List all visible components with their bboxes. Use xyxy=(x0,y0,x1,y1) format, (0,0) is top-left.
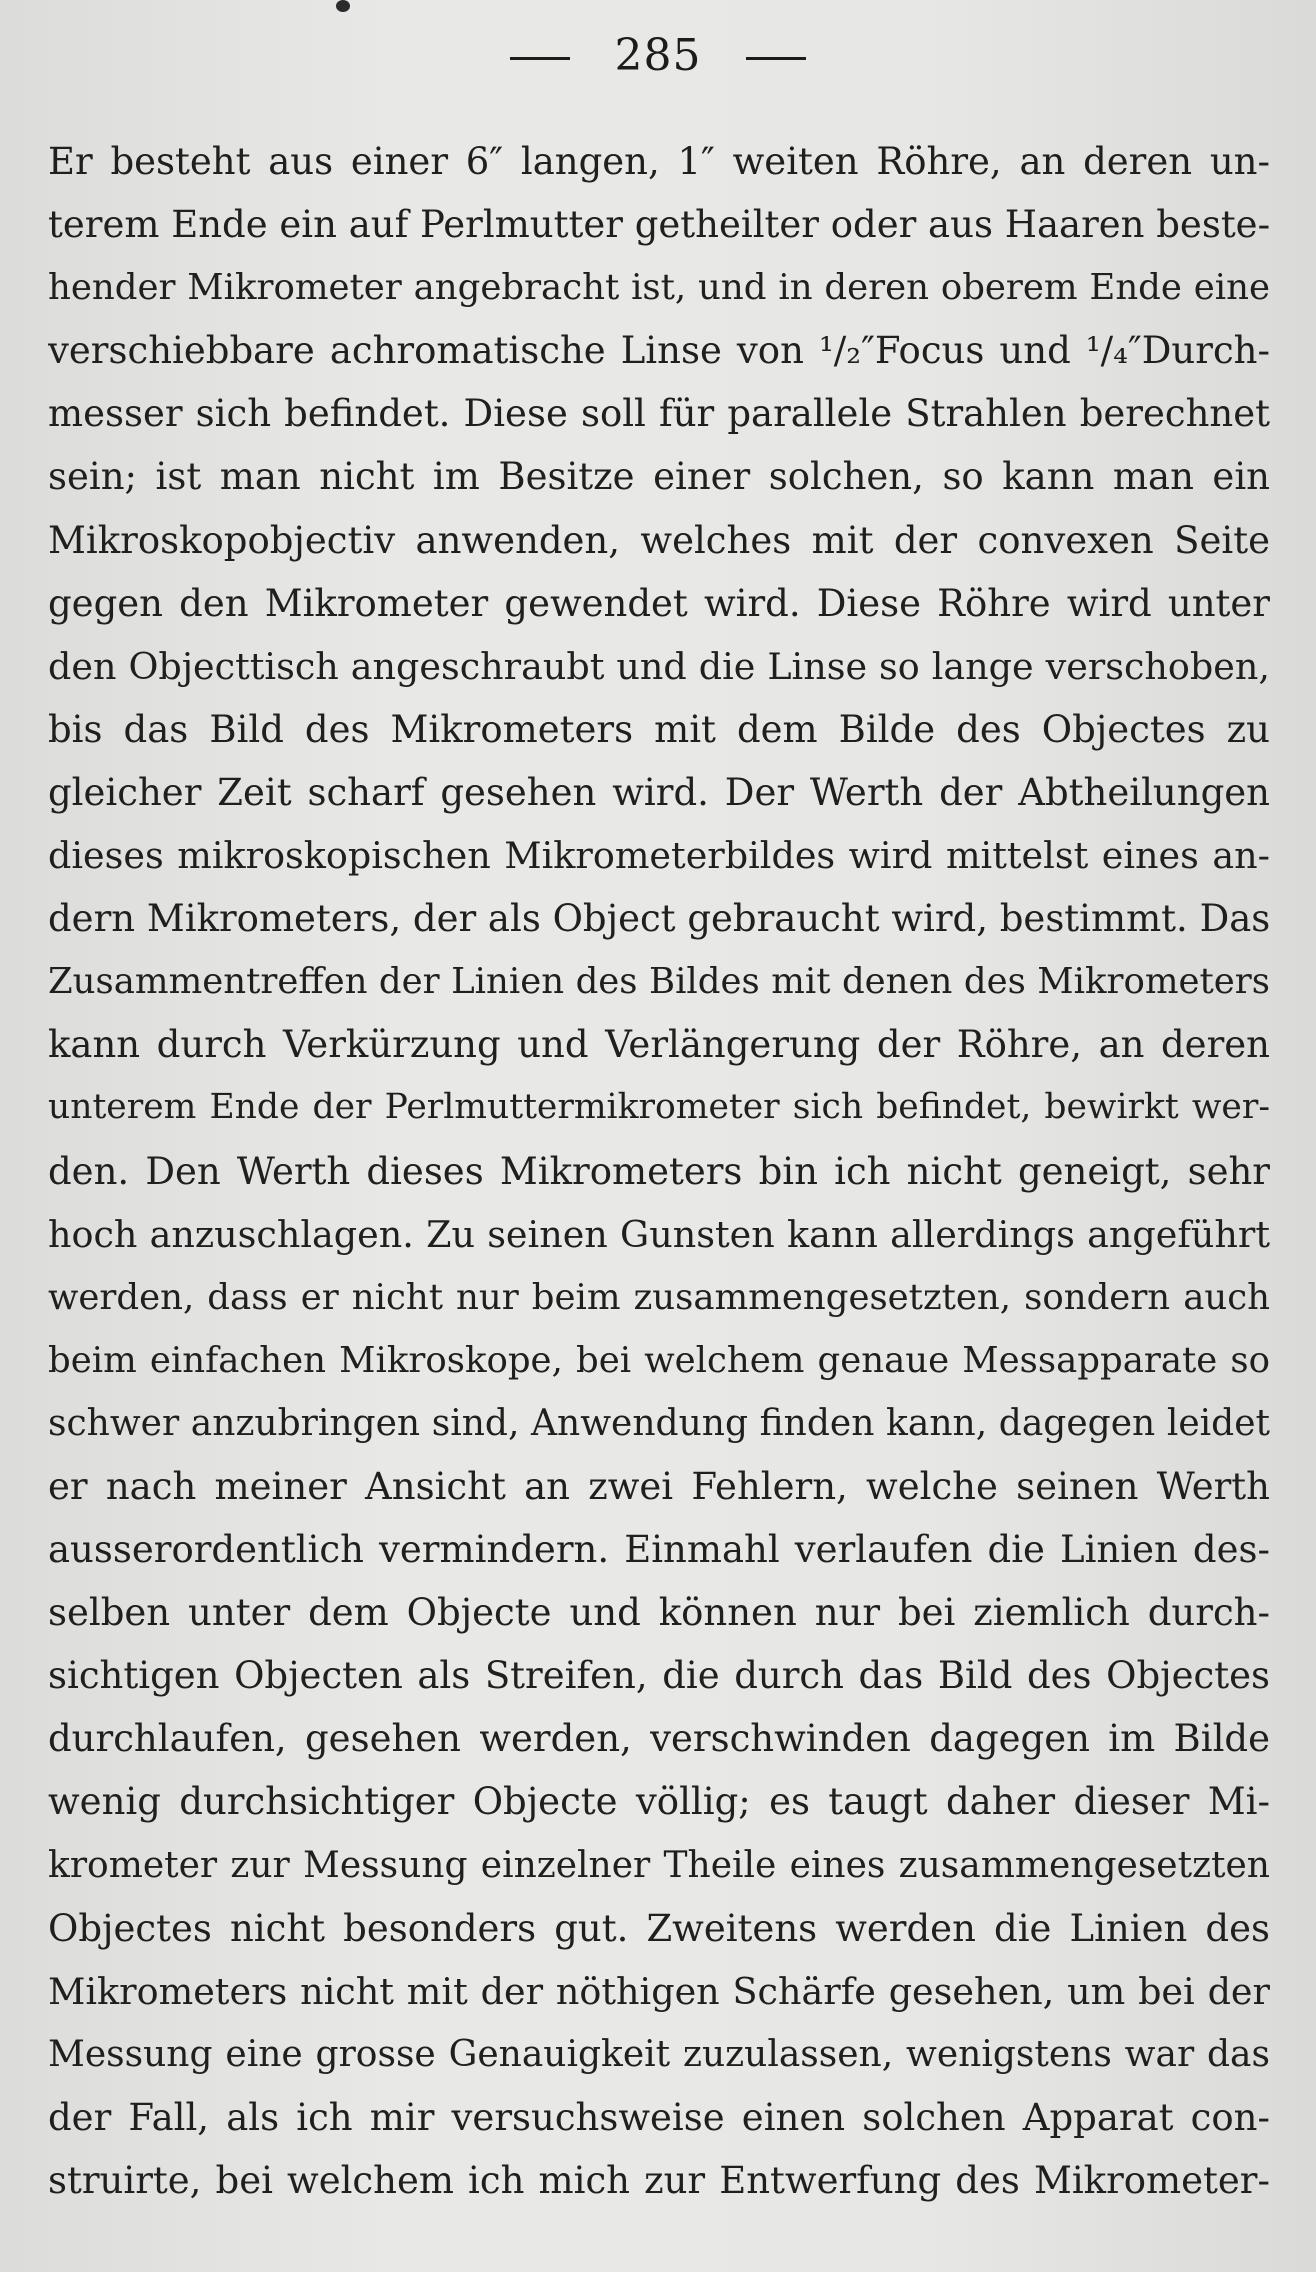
text-line: Mikroskopobjectiv anwenden, welches mit der convexen Seite xyxy=(48,518,1270,562)
text-line: sein; ist man nicht im Besitze einer solchen, so kann man ein xyxy=(48,455,1270,499)
text-line: wenig durchsichtiger Objecte völlig; es taugt daher dieser Mi- xyxy=(48,1780,1270,1824)
ink-speck xyxy=(336,0,350,12)
text-line: selben unter dem Objecte und können nur bei ziemlich durch- xyxy=(48,1591,1270,1635)
text-line: Zusammentreffen der Linien des Bildes mit denen des Mikrometers xyxy=(48,961,1270,1003)
text-line: schwer anzubringen sind, Anwendung finden kann, dagegen leidet xyxy=(48,1402,1270,1444)
text-line: terem Ende ein auf Perlmutter getheilter oder aus Haaren beste- xyxy=(48,203,1270,247)
text-line: er nach meiner Ansicht an zwei Fehlern, welche seinen Werth xyxy=(48,1464,1270,1508)
text-line: bis das Bild des Mikrometers mit dem Bilde des Objectes zu xyxy=(48,707,1270,751)
text-line: durchlaufen, gesehen werden, verschwinden dagegen im Bilde xyxy=(48,1717,1270,1761)
text-line: dern Mikrometers, der als Object gebraucht wird, bestimmt. Das xyxy=(48,897,1270,941)
text-line: Objectes nicht besonders gut. Zweitens werden die Linien des xyxy=(48,1906,1270,1950)
page-number: 285 xyxy=(614,30,702,81)
text-line: Mikrometers nicht mit der nöthigen Schärfe gesehen, um bei der xyxy=(48,1969,1270,2013)
text-line: hender Mikrometer angebracht ist, und in deren oberem Ende eine xyxy=(48,267,1270,309)
text-line: den. Den Werth dieses Mikrometers bin ich nicht geneigt, sehr xyxy=(48,1149,1270,1193)
text-line: sichtigen Objecten als Streifen, die durch das Bild des Objectes xyxy=(48,1654,1270,1698)
text-line: dieses mikroskopischen Mikrometerbildes wird mittelst eines an- xyxy=(48,834,1270,878)
body-text xyxy=(48,130,1270,2212)
text-line: ausserordentlich vermindern. Einmahl verlaufen die Linien des- xyxy=(48,1528,1270,1572)
text-line: hoch anzuschlagen. Zu seinen Gunsten kann allerdings angeführt xyxy=(48,1212,1270,1256)
text-line: Messung eine grosse Genauigkeit zuzulassen, wenigstens war das xyxy=(48,2033,1270,2075)
text-line: der Fall, als ich mir versuchsweise einen solchen Apparat con- xyxy=(48,2095,1270,2139)
text-line: unterem Ende der Perlmuttermikrometer sich befindet, bewirkt wer- xyxy=(48,1087,1270,1128)
text-line: Er besteht aus einer 6″ langen, 1″ weiten Röhre, an deren un- xyxy=(48,140,1270,183)
text-line: struirte, bei welchem ich mich zur Entwerfung des Mikrometer- xyxy=(48,2159,1270,2202)
text-line: gegen den Mikrometer gewendet wird. Diese Röhre wird unter xyxy=(48,581,1270,625)
text-line: verschiebbare achromatische Linse von ¹/₂″Focus und ¹/₄″Durch- xyxy=(48,329,1270,373)
header-dash-right xyxy=(746,57,806,60)
text-line: messer sich befindet. Diese soll für parallele Strahlen berechnet xyxy=(48,392,1270,436)
text-line: den Objecttisch angeschraubt und die Linse so lange verschoben, xyxy=(48,644,1270,688)
header-dash-left xyxy=(510,57,570,60)
page-header xyxy=(0,30,1316,81)
text-line: beim einfachen Mikroskope, bei welchem genaue Messapparate so xyxy=(48,1339,1270,1381)
text-line: werden, dass er nicht nur beim zusammengesetzten, sondern auch xyxy=(48,1276,1270,1318)
text-line: krometer zur Messung einzelner Theile eines zusammengesetzten xyxy=(48,1844,1270,1886)
text-line: kann durch Verkürzung und Verlängerung der Röhre, an deren xyxy=(48,1023,1270,1067)
text-line: gleicher Zeit scharf gesehen wird. Der Werth der Abtheilungen xyxy=(48,770,1270,814)
